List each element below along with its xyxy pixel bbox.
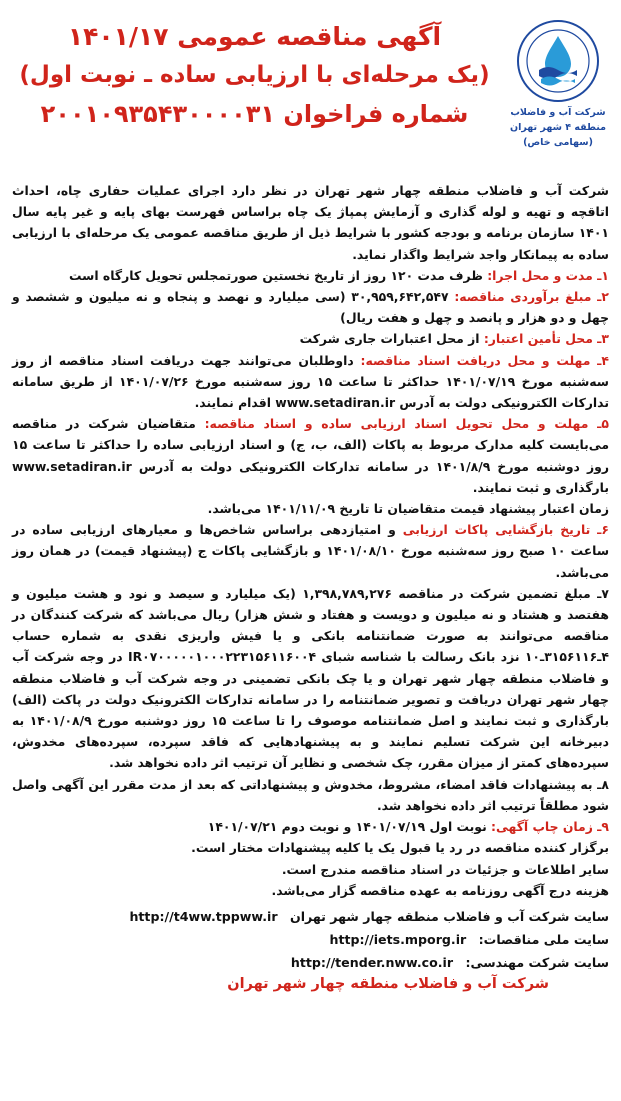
site-row-company [12, 905, 609, 928]
section-4-label: ۴ـ مهلت و محل دریافت اسناد مناقصه: [360, 352, 609, 368]
logo-company-type: (سهامی خاص) [523, 137, 593, 148]
site-row-engineering [12, 951, 609, 974]
site-link[interactable]: http://tender.nww.co.ir [290, 954, 454, 970]
section-9-text: نوبت اول ۱۴۰۱/۰۷/۱۹ و نوبت دوم ۱۴۰۱/۰۷/۲۱ [207, 819, 492, 835]
section-1-label: ۱ـ مدت و محل اجرا: [487, 267, 609, 283]
section-3 [12, 328, 609, 349]
section-6-text: و امتیازدهی براساس شاخص‌ها و معیارهای ارزیابی ساده در ساعت ۱۰ صبح روز سه‌شنبه مورخ ۱۴۰۱/۰۸/۱۰ و بازگشایی پاکات ج (پیشنهاد قیمت) در همان روز می‌باشد. [12, 522, 610, 580]
note-1: برگزار کننده مناقصه در رد یا قبول یک یا کلیه پیشنهادات مختار است. [191, 840, 609, 856]
site-label: سایت شرکت مهندسی: [465, 954, 609, 970]
header [12, 18, 609, 180]
section-5-label: ۵ـ مهلت و محل تحویل اسناد ارزیابی ساده و اسناد مناقصه: [204, 416, 609, 432]
section-5 [12, 413, 609, 498]
site-label: سایت شرکت آب و فاضلاب منطقه چهار شهر تهران [289, 908, 609, 924]
section-4 [12, 350, 609, 414]
section-2 [12, 286, 609, 328]
section-7: ۷ـ مبلغ تضمین شرکت در مناقصه ۱,۳۹۸,۷۸۹,۲۷۶ (یک میلیارد و سیصد و نود و هشت میلیون و هفتصد و هشتاد و نه میلیون و دویست و هفتاد و شش هزار) ریال می‌باشد که شرکت کنندگان در مناقصه می‌توانند به صورت ضمانتنامه بانکی و یا فیش واریزی نقدی به شماره حساب ۴ـ۳۱۵۶۱۱۶ـ۱۰ نزد بانک رسالت با شناسه شبای IR۰۷۰۰۰۰۰۱۰۰۰۲۲۳۱۵۶۱۱۶۰۰۴ در وجه شرکت آب و فاضلاب منطقه چهار شهر تهران و یا چک بانکی تضمینی در وجه شرکت آب و فاضلاب منطقه چهار شهر تهران دریافت و تصویر ضمانتنامه را در سامانه تدارکات الکترونیک دولت در پاکت (الف) بارگذاری و ثبت نمایند و اصل ضمانتنامه موصوف را تا ساعت ۱۵ روز دوشنبه مورخ ۱۴۰۱/۰۸/۹ به دبیرخانه این شرکت تسلیم نمایند و به پیشنهادهایی که فاقد سپرده، سپرده‌های مخدوش، سپرده‌های کمتر از میزان مقرر، چک شخصی و نظایر آن ترتیب اثر داده نخواهد شد. [12, 585, 610, 771]
section-3-label: ۳ـ محل تأمین اعتبار: [483, 331, 609, 347]
notice-subtitle: (یک مرحله‌ای با ارزیابی ساده ـ نوبت اول) [19, 62, 490, 88]
section-9-label: ۹ـ زمان چاپ آگهی: [491, 819, 609, 835]
notice-body [12, 180, 609, 901]
title-block [12, 18, 497, 134]
section-6-label: ۶ـ تاریخ بازگشایی پاکات ارزیابی [402, 522, 609, 538]
section-8: ۸ـ به پیشنهادات فاقد امضاء، مشروط، مخدوش و پیشنهاداتی که بعد از مدت مقرر این آگهی واصل شود مطلقاً ترتیب اثر داده نخواهد شد. [12, 776, 609, 813]
section-3-text: از محل اعتبارات جاری شرکت [299, 331, 484, 347]
note-2: سایر اطلاعات و جزئیات در اسناد مناقصه مندرج است. [281, 861, 609, 877]
water-drop-wave-logo-icon [515, 18, 601, 104]
logo-region: منطقه ۴ شهر تهران [510, 122, 606, 133]
section-1-text: ظرف مدت ۱۲۰ روز از تاریخ نخستین صورتمجلس تحویل کارگاه است [69, 267, 488, 283]
section-2-text: ۳۰,۹۵۹,۶۴۲,۵۴۷ (سی میلیارد و نهصد و پنجاه و نه میلیون و ششصد و چهل و دو هزار و پانصد و چهل و هفت ریال) [12, 289, 609, 326]
site-link[interactable]: http://t4ww.tppww.ir [129, 908, 278, 924]
call-number: شماره فراخوان ۲۰۰۱۰۹۳۵۴۳۰۰۰۰۳۱ [40, 100, 469, 128]
section-5-text: متقاضیان شرکت در مناقصه می‌بایست کلیه مدارک مربوط به پاکات (الف، ب، ج) و اسناد ارزیابی ساده را حداکثر تا ساعت ۱۵ روز دوشنبه مورخ ۱۴۰۱/۸/۹ در سامانه تدارکات الکترونیکی دولت به آدرس www.setadiran.ir بارگذاری و ثبت نمایند. [12, 416, 609, 495]
site-row-national [12, 928, 609, 951]
validity-note: زمان اعتبار پیشنهاد قیمت متقاضیان تا تاریخ ۱۴۰۱/۱۱/۰۹ می‌باشد. [207, 501, 609, 517]
section-2-label: ۲ـ مبلغ برآوردی مناقصه: [454, 289, 609, 305]
section-6 [12, 519, 609, 583]
intro-paragraph: شرکت آب و فاضلاب منطقه چهار شهر تهران در نظر دارد اجرای عملیات حفاری چاه، احداث اتاقچه و تهیه و لوله گذاری و آزمایش پمپاژ یک چاه براساس فهرست بهای پایه و غیر پایه سال ۱۴۰۱ سازمان برنامه و بودجه کشور با شرایط ذیل از طریق مناقصه عمومی یک مرحله‌ای با ارزیابی ساده به پیمانکار واجد شرایط واگذار نماید. [12, 183, 609, 262]
section-1 [12, 265, 609, 286]
company-logo [507, 18, 609, 149]
site-label: سایت ملی مناقصات: [478, 931, 609, 947]
notice-title: آگهی مناقصه عمومی ۱۴۰۱/۱۷ [67, 22, 442, 51]
section-9 [12, 816, 609, 837]
site-link[interactable]: http://iets.mporg.ir [329, 931, 467, 947]
note-3: هزینه درج آگهی روزنامه به عهده مناقصه گزار می‌باشد. [271, 882, 609, 898]
logo-company-name: شرکت آب و فاضلاب [510, 107, 606, 118]
footer-sites [12, 905, 609, 974]
section-4-text: داوطلبان می‌توانند جهت دریافت اسناد مناقصه از روز سه‌شنبه مورخ ۱۴۰۱/۰۷/۱۹ حداکثر تا ساعت ۱۵ روز سه‌شنبه مورخ ۱۴۰۱/۰۷/۲۶ از طریق سامانه تدارکات الکترونیکی دولت به آدرس www.setadiran.ir اقدام نمایند. [12, 352, 609, 411]
signature: شرکت آب و فاضلاب منطقه چهار شهر تهران [227, 975, 549, 992]
